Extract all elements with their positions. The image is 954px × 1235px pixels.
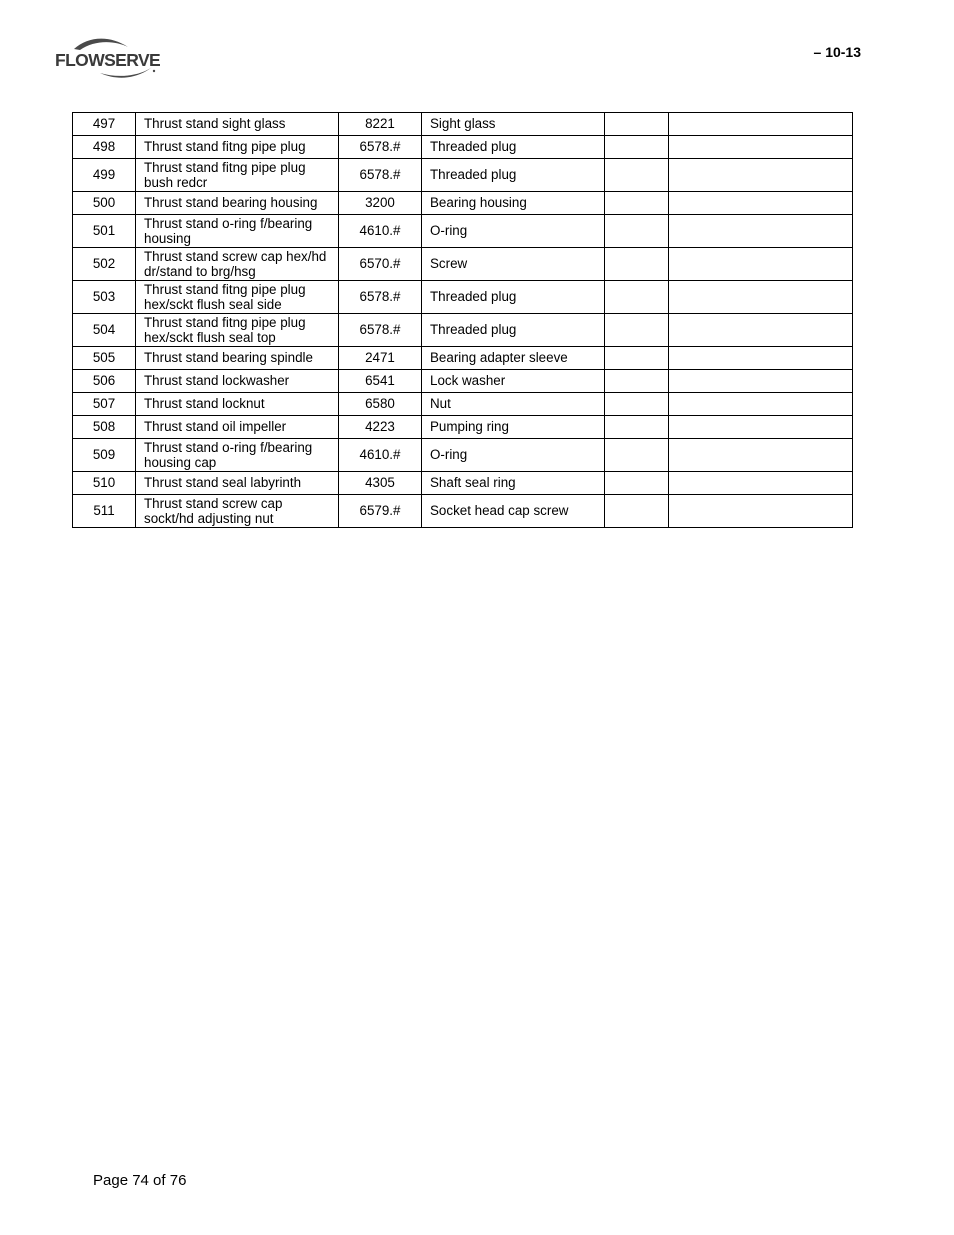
table-row [73,370,853,393]
empty-cell [669,393,853,416]
item-number-cell: 503 [73,281,136,314]
parts-table-body [73,113,853,528]
description-cell: Thrust stand fitng pipe plug hex/sckt flush seal top [136,314,339,347]
empty-cell [605,159,669,192]
part-name-cell: Bearing adapter sleeve [422,347,605,370]
item-number-cell: 505 [73,347,136,370]
item-number-cell: 508 [73,416,136,439]
empty-cell [605,370,669,393]
item-number-cell: 511 [73,495,136,528]
table-row [73,281,853,314]
item-number-cell: 510 [73,472,136,495]
empty-cell [669,136,853,159]
empty-cell [605,136,669,159]
part-code-cell: 6570.# [339,248,422,281]
part-code-cell: 6541 [339,370,422,393]
part-code-cell: 6580 [339,393,422,416]
empty-cell [605,472,669,495]
part-code-cell: 2471 [339,347,422,370]
item-number-cell: 506 [73,370,136,393]
table-row [73,495,853,528]
description-cell: Thrust stand fitng pipe plug hex/sckt flush seal side [136,281,339,314]
page-number: Page 74 of 76 [93,1172,187,1189]
table-row [73,136,853,159]
part-name-cell: Threaded plug [422,281,605,314]
item-number-cell: 499 [73,159,136,192]
item-number-cell: 504 [73,314,136,347]
part-code-cell: 6578.# [339,159,422,192]
empty-cell [605,248,669,281]
description-cell: Thrust stand oil impeller [136,416,339,439]
empty-cell [669,370,853,393]
part-name-cell: O-ring [422,215,605,248]
empty-cell [605,495,669,528]
part-name-cell: Threaded plug [422,136,605,159]
part-code-cell: 3200 [339,192,422,215]
part-name-cell: Nut [422,393,605,416]
part-code-cell: 6578.# [339,281,422,314]
item-number-cell: 497 [73,113,136,136]
part-name-cell: Pumping ring [422,416,605,439]
empty-cell [669,159,853,192]
empty-cell [669,215,853,248]
empty-cell [669,314,853,347]
part-code-cell: 6578.# [339,136,422,159]
table-row [73,159,853,192]
item-number-cell: 498 [73,136,136,159]
item-number-cell: 509 [73,439,136,472]
empty-cell [669,495,853,528]
part-name-cell: Threaded plug [422,314,605,347]
description-cell: Thrust stand o-ring f/bearing housing cap [136,439,339,472]
part-name-cell: Shaft seal ring [422,472,605,495]
table-row [73,248,853,281]
table-row [73,416,853,439]
empty-cell [605,314,669,347]
empty-cell [605,439,669,472]
description-cell: Thrust stand o-ring f/bearing housing [136,215,339,248]
description-cell: Thrust stand sight glass [136,113,339,136]
item-number-cell: 501 [73,215,136,248]
empty-cell [605,347,669,370]
description-cell: Thrust stand seal labyrinth [136,472,339,495]
description-cell: Thrust stand lockwasher [136,370,339,393]
empty-cell [605,113,669,136]
part-code-cell: 6578.# [339,314,422,347]
description-cell: Thrust stand fitng pipe plug bush redcr [136,159,339,192]
description-cell: Thrust stand bearing housing [136,192,339,215]
part-code-cell: 4223 [339,416,422,439]
empty-cell [669,281,853,314]
flowserve-logo [54,36,164,86]
part-name-cell: Socket head cap screw [422,495,605,528]
part-code-cell: 8221 [339,113,422,136]
table-row [73,472,853,495]
item-number-cell: 502 [73,248,136,281]
empty-cell [605,192,669,215]
parts-list-table [72,112,853,528]
table-row [73,192,853,215]
description-cell: Thrust stand bearing spindle [136,347,339,370]
part-name-cell: Screw [422,248,605,281]
empty-cell [669,192,853,215]
item-number-cell: 507 [73,393,136,416]
description-cell: Thrust stand locknut [136,393,339,416]
empty-cell [605,281,669,314]
description-cell: Thrust stand screw cap sockt/hd adjusting nut [136,495,339,528]
part-code-cell: 4305 [339,472,422,495]
logo-wordmark: FLOWSERVE [55,50,161,70]
table-row [73,113,853,136]
part-name-cell: Lock washer [422,370,605,393]
part-name-cell: Bearing housing [422,192,605,215]
table-row [73,347,853,370]
document-number: – 10-13 [813,44,861,60]
table-row [73,439,853,472]
empty-cell [669,113,853,136]
table-row [73,393,853,416]
empty-cell [605,416,669,439]
part-name-cell: O-ring [422,439,605,472]
empty-cell [669,472,853,495]
part-code-cell: 4610.# [339,215,422,248]
empty-cell [605,215,669,248]
description-cell: Thrust stand fitng pipe plug [136,136,339,159]
empty-cell [669,416,853,439]
table-row [73,314,853,347]
part-name-cell: Threaded plug [422,159,605,192]
empty-cell [669,347,853,370]
part-code-cell: 6579.# [339,495,422,528]
table-row [73,215,853,248]
empty-cell [605,393,669,416]
empty-cell [669,248,853,281]
description-cell: Thrust stand screw cap hex/hd dr/stand to brg/hsg [136,248,339,281]
part-code-cell: 4610.# [339,439,422,472]
part-name-cell: Sight glass [422,113,605,136]
empty-cell [669,439,853,472]
item-number-cell: 500 [73,192,136,215]
